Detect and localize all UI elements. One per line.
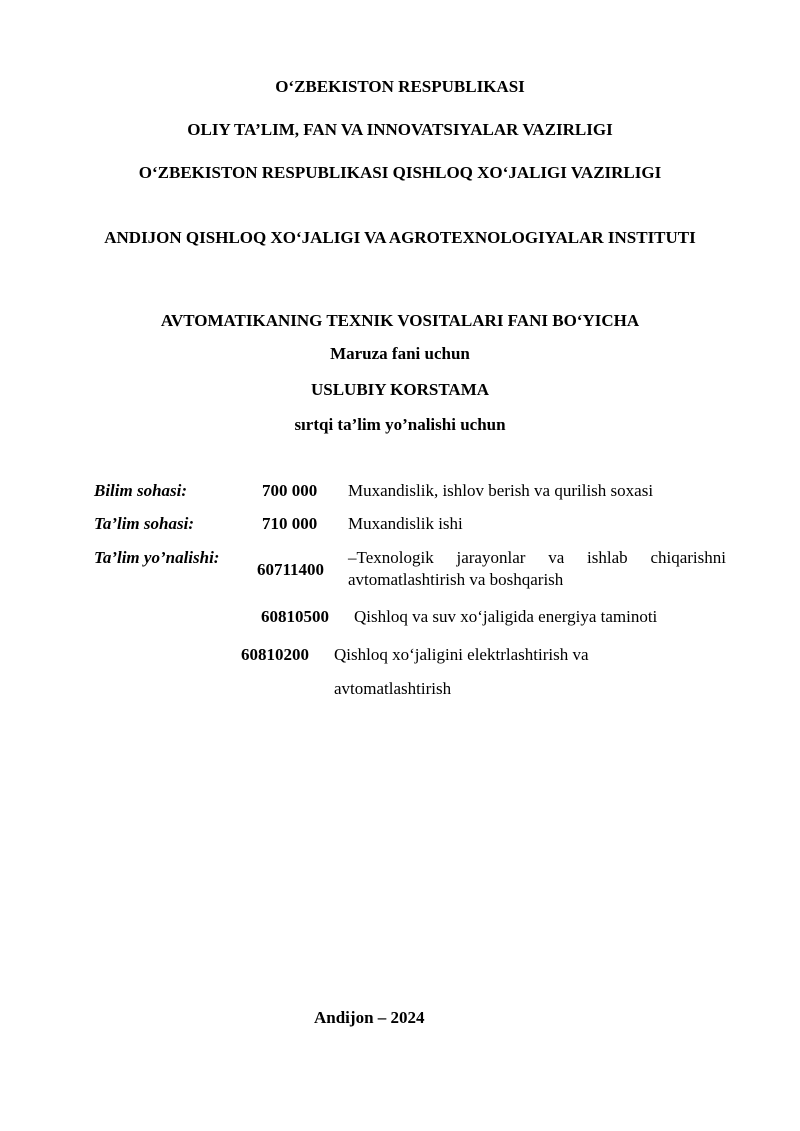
yonalish-code-3: 60810200 bbox=[241, 645, 309, 664]
ministry-line-1: O‘ZBEKISTON RESPUBLIKASI bbox=[275, 77, 525, 96]
place-year: Andijon – 2024 bbox=[314, 1008, 425, 1027]
ministry-line-2: OLIY TA’LIM, FAN VA INNOVATSIYALAR VAZIRLIGI bbox=[187, 120, 613, 139]
bilim-sohasi-desc: Muxandislik, ishlov berish va qurilish soxasi bbox=[348, 481, 654, 500]
institute-name: ANDIJON QISHLOQ XO‘JALIGI VA AGROTEXNOLOGIYALAR INSTITUTI bbox=[104, 228, 696, 247]
yonalish-code-2: 60810500 bbox=[261, 607, 329, 626]
talim-sohasi-code: 710 000 bbox=[262, 514, 318, 533]
subject-title: AVTOMATIKANING TEXNIK VOSITALARI FANI BO‘YICHA bbox=[160, 311, 640, 330]
yonalish-code-1: 60711400 bbox=[257, 560, 325, 579]
yonalish-desc-3a: Qishloq xo‘jaligini elektrlashtirish va bbox=[334, 645, 589, 664]
talim-sohasi-label: Ta’lim sohasi: bbox=[94, 514, 194, 533]
ministry-line-3: O‘ZBEKISTON RESPUBLIKASI QISHLOQ XO‘JALIGI VAZIRLIGI bbox=[138, 163, 662, 182]
bilim-sohasi-code: 700 000 bbox=[262, 481, 318, 500]
document-type: USLUBIY KORSTAMA bbox=[310, 380, 490, 399]
bilim-sohasi-label: Bilim sohasi: bbox=[94, 481, 188, 500]
talim-sohasi-desc: Muxandislik ishi bbox=[348, 514, 463, 533]
yonalish-desc-2: Qishloq va suv xo‘jaligida energiya taminoti bbox=[354, 607, 658, 626]
talim-yonalishi-label: Ta’lim yo’nalishi: bbox=[94, 548, 220, 567]
yonalish-desc-1: –Texnologik jarayonlar va ishlab chiqarishni avtomatlashtirish va boshqarish bbox=[348, 548, 726, 589]
audience-line: sırtqi ta’lim yo’nalishi uchun bbox=[294, 415, 506, 434]
course-line: Maruza fani uchun bbox=[330, 344, 470, 363]
yonalish-desc-3b: avtomatlashtirish bbox=[334, 679, 452, 698]
